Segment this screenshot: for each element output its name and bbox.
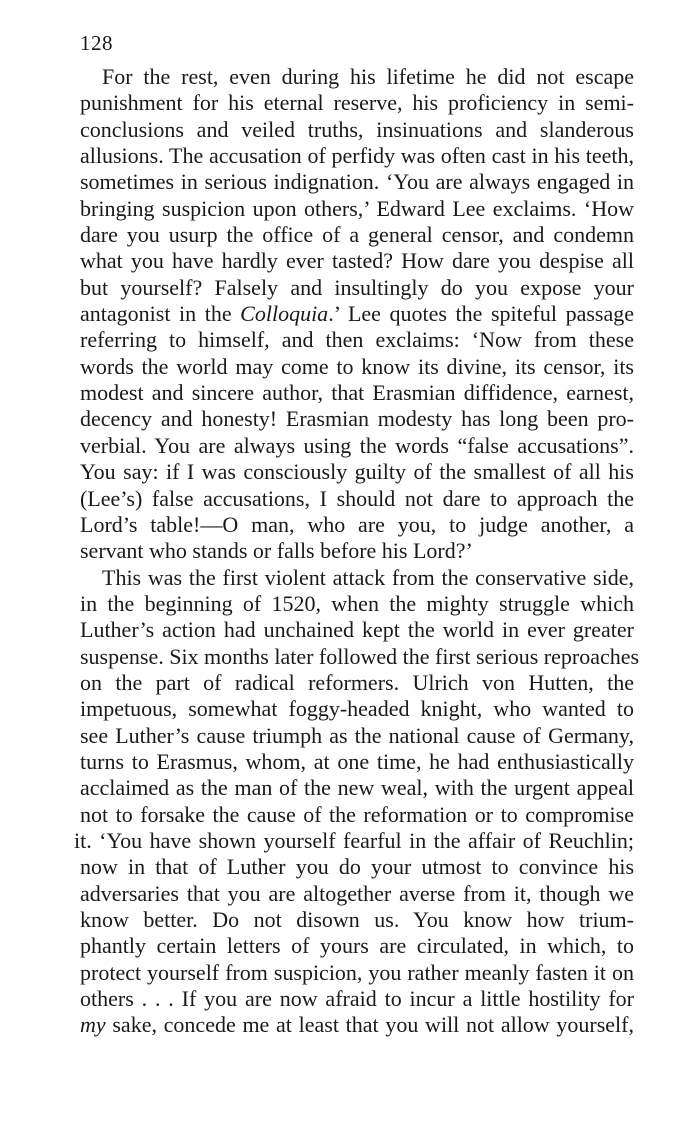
text-segment: impetuous, somewhat foggy-headed knight, who wanted to bbox=[80, 696, 634, 722]
text-segment: sake, concede me at least that you will not allow yourself, bbox=[105, 1012, 634, 1038]
text-line bbox=[80, 854, 634, 880]
text-line bbox=[80, 802, 634, 828]
text-line bbox=[80, 617, 634, 643]
text-segment: Luther’s action had unchained kept the world in ever greater bbox=[80, 617, 634, 643]
text-line bbox=[80, 275, 634, 301]
text-segment: servant who stands or falls before his Lord?’ bbox=[80, 538, 473, 564]
text-line bbox=[80, 960, 634, 986]
text-segment: allusions. The accusation of perfidy was often cast in his teeth, bbox=[80, 143, 634, 169]
text-segment: sometimes in serious indignation. ‘You are always engaged in bbox=[80, 169, 634, 195]
text-segment: turns to Erasmus, whom, at one time, he had enthusiastically bbox=[80, 748, 634, 774]
text-segment: antagonist in the bbox=[80, 301, 241, 327]
text-line bbox=[80, 90, 634, 116]
text-line bbox=[80, 406, 634, 432]
text-line bbox=[80, 327, 634, 353]
text-segment: modest and sincere author, that Erasmian diffidence, earnest, bbox=[80, 380, 634, 406]
italic-text: Colloquia bbox=[240, 301, 329, 327]
text-line bbox=[80, 775, 634, 801]
text-segment: (Lee’s) false accusations, I should not dare to approach the bbox=[80, 485, 634, 511]
text-segment: suspense. Six months later followed the first serious reproaches bbox=[80, 643, 640, 669]
text-segment: words the world may come to know its divine, its censor, its bbox=[80, 353, 634, 379]
text-line bbox=[80, 248, 634, 274]
text-line bbox=[80, 433, 634, 459]
text-line bbox=[80, 143, 634, 169]
text-segment: Lord’s table!—O man, who are you, to judge another, a bbox=[80, 511, 634, 537]
text-segment: acclaimed as the man of the new weal, with the urgent appeal bbox=[80, 775, 634, 801]
text-segment: punishment for his eternal reserve, his proficiency in semi- bbox=[80, 90, 634, 116]
text-segment: referring to himself, and then exclaims: ‘Now from these bbox=[80, 327, 634, 353]
text-line bbox=[80, 380, 634, 406]
italic-text: my bbox=[80, 1012, 106, 1038]
text-line bbox=[74, 828, 634, 854]
text-line bbox=[80, 1012, 634, 1038]
text-line bbox=[80, 459, 634, 485]
text-line bbox=[80, 301, 634, 327]
text-line bbox=[80, 169, 634, 195]
text-segment: protect yourself from suspicion, you rather meanly fasten it on bbox=[80, 959, 634, 985]
text-segment: bringing suspicion upon others,’ Edward Lee exclaims. ‘How bbox=[80, 195, 634, 221]
text-segment: but yourself? Falsely and insultingly do you expose your bbox=[80, 274, 634, 300]
text-line bbox=[80, 670, 634, 696]
text-segment: adversaries that you are altogether averse from it, though we bbox=[80, 880, 634, 906]
text-segment: know better. Do not disown us. You know how trium- bbox=[80, 907, 634, 932]
text-segment: not to forsake the cause of the reformation or to compromise bbox=[80, 801, 634, 827]
text-line bbox=[80, 591, 634, 617]
text-segment: dare you usurp the office of a general censor, and condemn bbox=[80, 222, 634, 248]
text-line bbox=[80, 512, 634, 538]
text-segment: phantly certain letters of yours are circulated, in which, to bbox=[80, 933, 634, 959]
page-number: 128 bbox=[80, 31, 113, 55]
text-line bbox=[80, 933, 634, 959]
text-line bbox=[80, 643, 640, 670]
text-segment: For the rest, even during his lifetime he did not escape bbox=[102, 64, 634, 89]
text-segment: decency and honesty! Erasmian modesty has long been pro- bbox=[80, 406, 634, 432]
text-line bbox=[80, 881, 634, 907]
text-segment: You say: if I was consciously guilty of the smallest of all his bbox=[80, 459, 634, 485]
text-segment: see Luther’s cause triumph as the national cause of Germany, bbox=[80, 722, 634, 748]
text-segment: others . . . If you are now afraid to incur a little hostility for bbox=[80, 986, 634, 1012]
text-line bbox=[80, 196, 634, 222]
text-line bbox=[80, 354, 634, 380]
text-segment: verbial. You are always using the words “false accusations”. bbox=[80, 432, 634, 458]
text-line bbox=[80, 222, 634, 248]
body-text bbox=[74, 64, 640, 1039]
text-segment: now in that of Luther you do your utmost to convince his bbox=[80, 854, 634, 880]
text-line bbox=[80, 723, 634, 749]
text-segment: what you have hardly ever tasted? How dare you despise all bbox=[80, 248, 634, 274]
text-segment: This was the first violent attack from the conservative side, bbox=[102, 564, 634, 590]
text-segment: conclusions and veiled truths, insinuations and slanderous bbox=[80, 116, 634, 142]
text-line bbox=[80, 117, 634, 143]
text-line bbox=[80, 486, 634, 512]
text-line bbox=[80, 64, 634, 90]
text-line bbox=[80, 749, 634, 775]
text-segment: on the part of radical reformers. Ulrich von Hutten, the bbox=[80, 669, 634, 695]
text-segment: .’ Lee quotes the spiteful passage bbox=[328, 301, 634, 327]
text-line bbox=[80, 696, 634, 722]
text-line bbox=[80, 986, 634, 1012]
text-line bbox=[80, 565, 634, 591]
text-segment: in the beginning of 1520, when the mighty struggle which bbox=[80, 590, 634, 616]
text-line bbox=[80, 907, 634, 933]
text-segment: it. ‘You have shown yourself fearful in the affair of Reuchlin; bbox=[74, 827, 634, 853]
text-line bbox=[80, 538, 634, 564]
